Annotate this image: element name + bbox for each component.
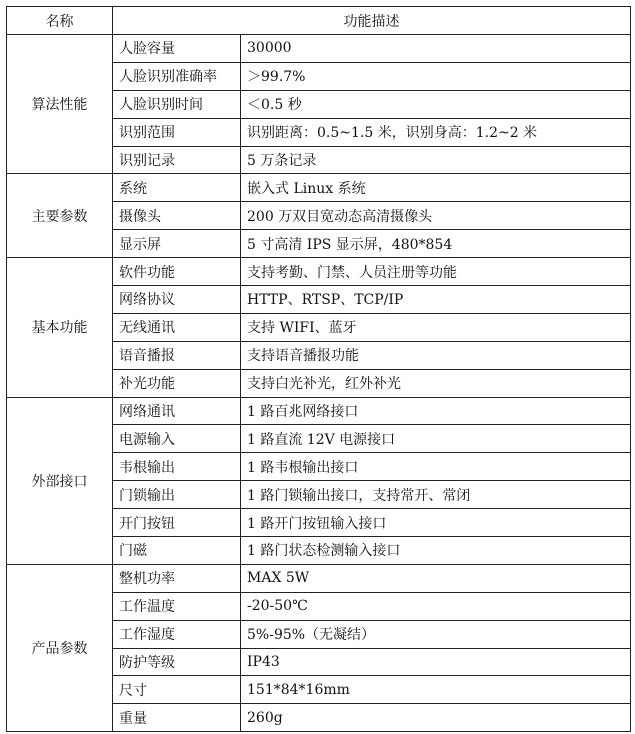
param-name: 韦根输出: [113, 453, 241, 481]
param-name: 人脸识别准确率: [113, 62, 241, 90]
param-value: 1 路直流 12V 电源接口: [241, 425, 631, 453]
param-value: 1 路门锁输出接口，支持常开、常闭: [241, 481, 631, 509]
param-value: 支持考勤、门禁、人员注册等功能: [241, 258, 631, 286]
param-value: 1 路门状态检测输入接口: [241, 537, 631, 565]
param-name: 人脸容量: [113, 35, 241, 63]
param-name: 人脸识别时间: [113, 90, 241, 118]
param-name: 电源输入: [113, 425, 241, 453]
param-name: 门磁: [113, 537, 241, 565]
param-name: 防护等级: [113, 648, 241, 676]
param-value: 1 路百兆网络接口: [241, 397, 631, 425]
param-value: 5 寸高清 IPS 显示屏，480*854: [241, 230, 631, 258]
table-row: [7, 258, 631, 286]
param-value: 支持语音播报功能: [241, 341, 631, 369]
param-name: 重量: [113, 704, 241, 732]
param-value: 151*84*16mm: [241, 676, 631, 704]
param-value: 260g: [241, 704, 631, 732]
group-label: 外部接口: [7, 397, 113, 564]
param-name: 摄像头: [113, 202, 241, 230]
param-value: MAX 5W: [241, 564, 631, 592]
param-value: 5%-95%（无凝结）: [241, 620, 631, 648]
group-label: 产品参数: [7, 564, 113, 731]
param-name: 开门按钮: [113, 509, 241, 537]
param-name: 尺寸: [113, 676, 241, 704]
table-row: [7, 174, 631, 202]
header-name: 名称: [7, 7, 113, 35]
param-name: 网络通讯: [113, 397, 241, 425]
param-name: 软件功能: [113, 258, 241, 286]
param-name: 门锁输出: [113, 481, 241, 509]
param-name: 整机功率: [113, 564, 241, 592]
table-header-row: [7, 7, 631, 35]
param-name: 工作温度: [113, 592, 241, 620]
group-label: 算法性能: [7, 35, 113, 174]
spec-table-body: [7, 35, 631, 732]
spec-table: [6, 6, 631, 732]
param-value: 识别距离：0.5~1.5 米，识别身高：1.2~2 米: [241, 118, 631, 146]
param-name: 工作湿度: [113, 620, 241, 648]
param-value: 1 路韦根输出接口: [241, 453, 631, 481]
param-name: 无线通讯: [113, 313, 241, 341]
param-value: 支持白光补光，红外补光: [241, 369, 631, 397]
param-value: 30000: [241, 35, 631, 63]
param-value: 支持 WIFI、蓝牙: [241, 313, 631, 341]
param-name: 语音播报: [113, 341, 241, 369]
param-name: 网络协议: [113, 286, 241, 314]
param-name: 补光功能: [113, 369, 241, 397]
param-name: 系统: [113, 174, 241, 202]
header-desc: 功能描述: [113, 7, 631, 35]
param-name: 显示屏: [113, 230, 241, 258]
table-row: [7, 564, 631, 592]
param-value: ＜0.5 秒: [241, 90, 631, 118]
param-name: 识别范围: [113, 118, 241, 146]
param-value: 1 路开门按钮输入接口: [241, 509, 631, 537]
table-row: [7, 397, 631, 425]
param-value: IP43: [241, 648, 631, 676]
param-value: ＞99.7%: [241, 62, 631, 90]
param-value: 200 万双目宽动态高清摄像头: [241, 202, 631, 230]
param-name: 识别记录: [113, 146, 241, 174]
param-value: -20-50℃: [241, 592, 631, 620]
group-label: 基本功能: [7, 258, 113, 397]
group-label: 主要参数: [7, 174, 113, 258]
table-row: [7, 35, 631, 63]
param-value: 嵌入式 Linux 系统: [241, 174, 631, 202]
param-value: HTTP、RTSP、TCP/IP: [241, 286, 631, 314]
param-value: 5 万条记录: [241, 146, 631, 174]
